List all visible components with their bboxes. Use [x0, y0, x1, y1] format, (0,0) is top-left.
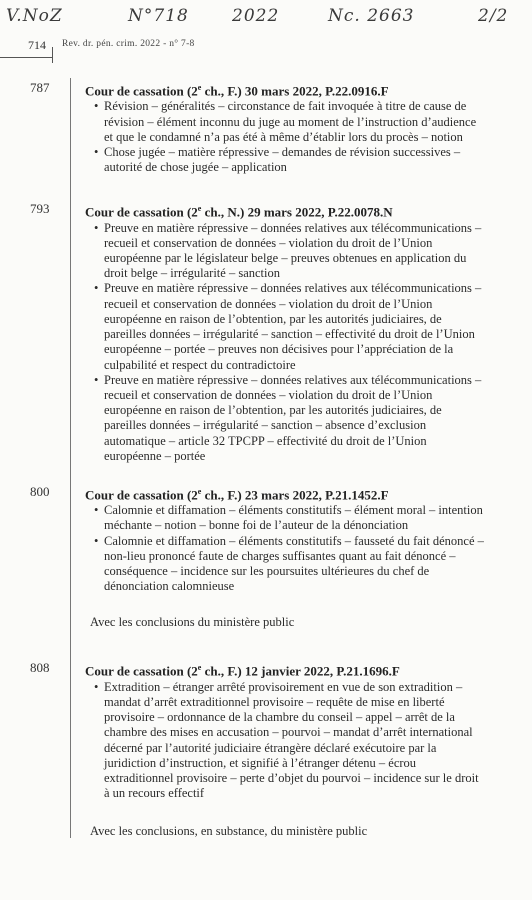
entry-title: [85, 201, 532, 220]
bullet-icon: •: [94, 144, 99, 159]
journal-reference: Rev. dr. pén. crim. 2022 - n° 7-8: [62, 39, 195, 49]
case-entry: [0, 484, 532, 631]
entry-title-superscript: e: [197, 204, 202, 214]
keyword-text: Preuve en matière répressive – données relatives aux télécommunications – recueil et conservation de données – violation du droit de l’Union européenne en raison de l’obtention, par les autorités judiciaires, de pareilles données – irrégularité – sanction – absence d’exclusion automatique – article 32 TPCPP – effectivité du droit de l’Union européenne – portée: [104, 372, 482, 463]
keyword-text: Extradition – étranger arrêté provisoirement en vue de son extradition – mandat d’arrêt extraditionnel provisoire – requête de mise en liberté provisoire – ordonnance de la chambre du conseil – appel – arrêt de la chambre des mises en accusation – pourvoi – mandat d’arrêt international décerné par l’autorité judiciaire étrangère déclaré exécutoire par la juridiction d’instruction, et signifié à l’étranger détenu – écrou extraditionnel provisoire – perte d’objet du pourvoi – incidence sur le droit à un recours effectif: [104, 679, 479, 801]
entry-number: 787: [30, 80, 50, 95]
entry-title-court: Cour de cassation (2: [85, 487, 198, 503]
bullet-icon: •: [94, 503, 99, 518]
keyword-item: [94, 220, 487, 282]
keyword-list: [0, 503, 532, 594]
keyword-text: Révision – généralités – circonstance de fait invoquée à titre de cause de révision – élément inconnu du juge au moment de l’instruction d’audience et que le condamné n’a pas été à même d’établir lors du procès – notion: [104, 99, 477, 144]
entry-title: [85, 484, 532, 503]
entry-list: [0, 80, 532, 859]
bullet-icon: •: [94, 281, 99, 296]
keyword-text: Preuve en matière répressive – données relatives aux télécommunications – recueil et conservation de données – violation du droit de l’Union européenne en raison de l’obtention, par les autorités judiciaires, de pareilles données – irrégularité – sanction – effectivité du droit de l’Union européenne – portée – preuves non décisives pour l’appréciation de la culpabilité et respect du contradictoire: [104, 281, 482, 372]
keyword-item: [94, 99, 487, 145]
entry-title-reference: ch., F.) 30 mars 2022, P.22.0916.F: [201, 83, 389, 99]
case-entry: [0, 201, 532, 464]
keyword-item: [94, 372, 487, 464]
entry-title-superscript: e: [197, 486, 202, 496]
handwritten-annotation: [0, 2, 532, 32]
keyword-item: [94, 679, 487, 802]
handwritten-year: 2022: [232, 6, 280, 26]
handwritten-nc: Nc. 2663: [328, 6, 415, 26]
keyword-text: Calomnie et diffamation – éléments constitutifs – fausseté du fait dénoncé – non-lieu prononcé faute de charges suffisantes quant au fait dénoncé – conséquence – incidence sur les poursuites ultérieures du chef de dénonciation calomnieuse: [104, 533, 484, 594]
entry-number: 793: [30, 201, 50, 217]
entry-title-superscript: e: [197, 83, 202, 92]
entry-title-reference: ch., F.) 12 janvier 2022, P.21.1696.F: [201, 663, 400, 679]
keyword-item: [94, 281, 487, 372]
keyword-item: [94, 533, 487, 595]
case-entry: [0, 80, 532, 175]
handwritten-ref: V.NoZ: [6, 6, 63, 26]
head-rule: [0, 57, 52, 58]
keyword-item: [94, 503, 487, 533]
entry-title-court: Cour de cassation (2: [85, 204, 198, 220]
bullet-icon: •: [94, 220, 99, 235]
entry-number: 808: [30, 660, 50, 676]
keyword-list: [0, 680, 532, 802]
entry-title: [85, 80, 532, 99]
bullet-icon: •: [94, 372, 99, 387]
conclusions-note: Avec les conclusions, en substance, du ministère public: [90, 824, 368, 839]
bullet-icon: •: [94, 533, 99, 548]
entry-title-reference: ch., N.) 29 mars 2022, P.22.0078.N: [201, 204, 393, 220]
keyword-list: [0, 221, 532, 464]
handwritten-pages: 2/2: [478, 6, 509, 26]
entry-title: [85, 660, 532, 679]
bullet-icon: •: [94, 99, 99, 114]
handwritten-number: N°718: [128, 6, 189, 26]
keyword-item: [94, 144, 487, 175]
case-entry: [0, 660, 532, 839]
running-head: [0, 35, 532, 55]
entry-number: 800: [30, 483, 50, 499]
entry-title-court: Cour de cassation (2: [85, 83, 198, 99]
conclusions-note: Avec les conclusions du ministère public: [90, 615, 295, 630]
page-number: 714: [28, 38, 46, 52]
keyword-text: Preuve en matière répressive – données relatives aux télécommunications – recueil et conservation de données – violation du droit de l’Union européenne par le législateur belge – preuves obtenues en application du droit belge – irrégularité – sanction: [104, 220, 482, 281]
keyword-list: [0, 99, 532, 175]
entry-title-reference: ch., F.) 23 mars 2022, P.21.1452.F: [201, 487, 389, 503]
keyword-text: Calomnie et diffamation – éléments constitutifs – élément moral – intention méchante – notion – bonne foi de l’auteur de la dénonciation: [104, 503, 483, 533]
entry-title-superscript: e: [197, 663, 202, 673]
keyword-text: Chose jugée – matière répressive – demandes de révision successives – autorité de chose jugée – application: [104, 144, 461, 175]
entry-title-court: Cour de cassation (2: [85, 663, 198, 679]
head-rule-vertical: [52, 47, 53, 63]
bullet-icon: •: [94, 679, 99, 694]
